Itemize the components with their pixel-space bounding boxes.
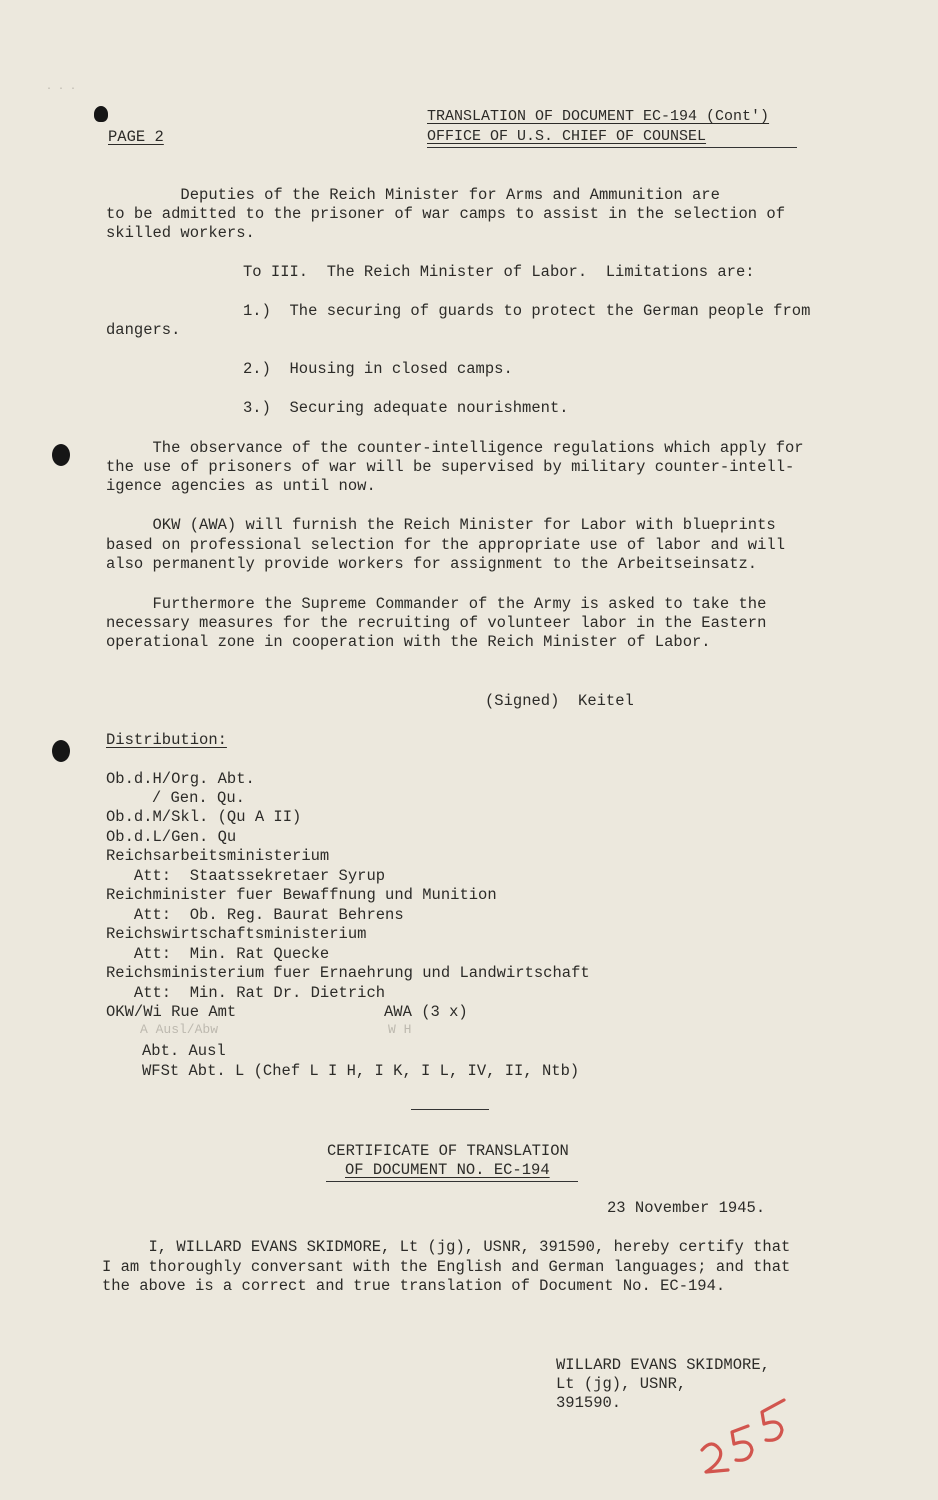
signature-number: 391590. bbox=[556, 1394, 622, 1412]
certificate-underline bbox=[326, 1181, 578, 1182]
distribution-line: Att: Ob. Reg. Baurat Behrens bbox=[106, 906, 404, 924]
certificate-title-line1: CERTIFICATE OF TRANSLATION bbox=[327, 1142, 569, 1160]
distribution-abt-ausl: Abt. Ausl bbox=[142, 1042, 226, 1060]
paragraph-1-line-1: Deputies of the Reich Minister for Arms and Ammunition are bbox=[106, 186, 720, 204]
paragraph-3-line-3: also permanently provide workers for assignment to the Arbeitseinsatz. bbox=[106, 555, 758, 573]
paragraph-1-line-2: to be admitted to the prisoner of war camps to assist in the selection of bbox=[106, 205, 786, 223]
distribution-okw-right: AWA (3 x) bbox=[384, 1003, 468, 1021]
certificate-date: 23 November 1945. bbox=[607, 1199, 766, 1217]
certificate-title-line2: OF DOCUMENT NO. EC-194 bbox=[345, 1161, 550, 1179]
certificate-body-line-2: I am thoroughly conversant with the English and German languages; and that bbox=[102, 1258, 791, 1276]
distribution-line: Att: Min. Rat Dr. Dietrich bbox=[106, 984, 386, 1002]
limitation-3: 3.) Securing adequate nourishment. bbox=[243, 399, 569, 417]
paragraph-3-line-2: based on professional selection for the appropriate use of labor and will bbox=[106, 536, 786, 554]
distribution-wfst: WFSt Abt. L (Chef L I H, I K, I L, IV, II, Ntb) bbox=[142, 1062, 580, 1080]
distribution-faint-left: A Ausl/Abw bbox=[140, 1022, 219, 1037]
distribution-line: / Gen. Qu. bbox=[124, 789, 245, 807]
distribution-line: Reichminister fuer Bewaffnung und Munition bbox=[106, 886, 497, 904]
punch-hole-top bbox=[94, 106, 108, 122]
certificate-body-line-1: I, WILLARD EVANS SKIDMORE, Lt (jg), USNR, 391590, hereby certify that bbox=[102, 1238, 791, 1256]
header-underline bbox=[427, 147, 797, 148]
distribution-line: Ob.d.L/Gen. Qu bbox=[106, 828, 237, 846]
paragraph-2-line-1: The observance of the counter-intelligence regulations which apply for bbox=[106, 439, 804, 457]
limitation-2: 2.) Housing in closed camps. bbox=[243, 360, 513, 378]
page-label: PAGE 2 bbox=[108, 128, 164, 146]
punch-hole-middle bbox=[52, 444, 70, 466]
section-divider bbox=[411, 1109, 489, 1110]
limitation-1-line-2: dangers. bbox=[106, 321, 181, 339]
signature-rank: Lt (jg), USNR, bbox=[556, 1375, 687, 1393]
signed-keitel: (Signed) Keitel bbox=[485, 692, 634, 710]
distribution-okw-left: OKW/Wi Rue Amt bbox=[106, 1003, 237, 1021]
limitation-1-line-1: 1.) The securing of guards to protect the German people from bbox=[243, 302, 811, 320]
distribution-faint-right: W H bbox=[388, 1022, 412, 1037]
paragraph-4-line-3: operational zone in cooperation with the Reich Minister of Labor. bbox=[106, 633, 711, 651]
distribution-line: Att: Min. Rat Quecke bbox=[106, 945, 330, 963]
paragraph-4-line-1: Furthermore the Supreme Commander of the Army is asked to take the bbox=[106, 595, 767, 613]
paragraph-3-line-1: OKW (AWA) will furnish the Reich Minister for Labor with blueprints bbox=[106, 516, 776, 534]
distribution-line: Ob.d.M/Skl. (Qu A II) bbox=[106, 808, 302, 826]
corner-smudge: · · · bbox=[46, 84, 77, 95]
certificate-body-line-3: the above is a correct and true translation of Document No. EC-194. bbox=[102, 1277, 726, 1295]
paragraph-1-line-3: skilled workers. bbox=[106, 224, 255, 242]
distribution-line: Reichswirtschaftsministerium bbox=[106, 925, 367, 943]
header-title-line2: OFFICE OF U.S. CHIEF OF COUNSEL bbox=[427, 128, 707, 145]
paragraph-4-line-2: necessary measures for the recruiting of volunteer labor in the Eastern bbox=[106, 614, 767, 632]
distribution-line: Reichsministerium fuer Ernaehrung und Landwirtschaft bbox=[106, 964, 590, 982]
distribution-line: Reichsarbeitsministerium bbox=[106, 847, 330, 865]
distribution-heading: Distribution: bbox=[106, 731, 227, 749]
paragraph-2-line-3: igence agencies as until now. bbox=[106, 477, 376, 495]
handwritten-page-number bbox=[700, 1398, 790, 1478]
paragraph-2-line-2: the use of prisoners of war will be supervised by military counter-intell- bbox=[106, 458, 795, 476]
header-title-line1: TRANSLATION OF DOCUMENT EC-194 (Cont') bbox=[427, 108, 770, 125]
punch-hole-lower bbox=[52, 740, 70, 762]
to-iii-line: To III. The Reich Minister of Labor. Limitations are: bbox=[243, 263, 755, 281]
distribution-line: Ob.d.H/Org. Abt. bbox=[106, 770, 255, 788]
distribution-line: Att: Staatssekretaer Syrup bbox=[106, 867, 386, 885]
signature-name: WILLARD EVANS SKIDMORE, bbox=[556, 1356, 770, 1374]
